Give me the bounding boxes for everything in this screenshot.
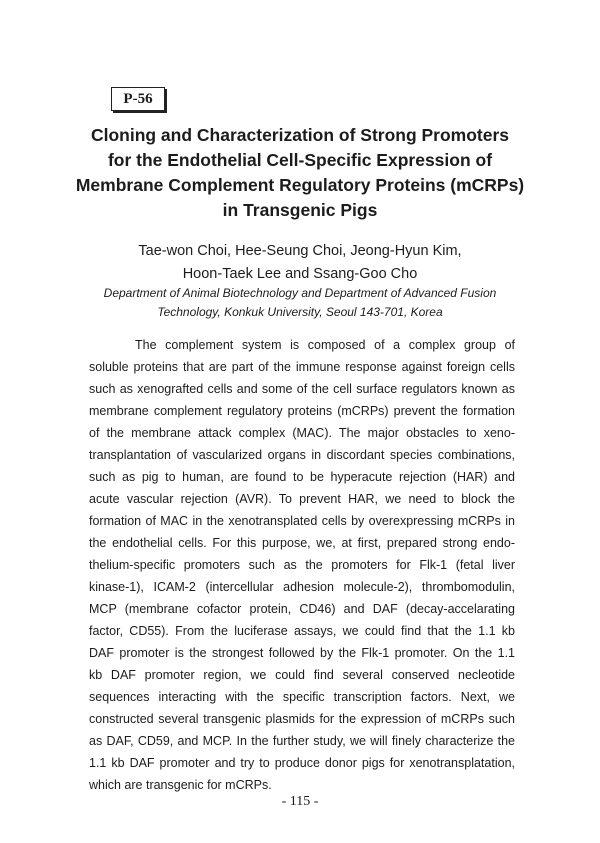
abstract-line: the endothelial cells. For this purpose, we, at first, prepared strong endo- <box>89 536 515 550</box>
abstract-line: kinase-1), ICAM-2 (intercellular adhesion molecule-2), thrombomodulin, <box>89 580 515 594</box>
poster-id-box: P-56 <box>111 87 165 111</box>
abstract-line: The complement system is composed of a complex group of <box>135 338 515 352</box>
abstract-line: soluble proteins that are part of the immune response against foreign cells <box>89 360 515 374</box>
title-line: in Transgenic Pigs <box>222 200 378 220</box>
abstract-line: kb DAF promoter region, we could find several conserved necleotide <box>89 668 515 682</box>
abstract-line: of the membrane attack complex (MAC). The major obstacles to xeno- <box>89 426 515 440</box>
title-line: Membrane Complement Regulatory Proteins (mCRPs) <box>75 175 525 195</box>
abstract-line: sequences interacting with the specific transcription factors. Next, we <box>89 690 515 704</box>
abstract-line: formation of MAC in the xenotransplated cells by overexpressing mCRPs in <box>89 514 515 528</box>
affiliation-line: Technology, Konkuk University, Seoul 143-701, Korea <box>157 305 443 319</box>
abstract-line: such as pig to human, are found to be hyperacute rejection (HAR) and <box>89 470 515 484</box>
abstract-line: acute vascular rejection (AVR). To prevent HAR, we need to block the <box>89 492 515 506</box>
affiliation <box>60 284 540 322</box>
abstract-line: MCP (membrane cofactor protein, CD46) and DAF (decay-accelarating <box>89 602 515 616</box>
abstract-line: constructed several transgenic plasmids for the expression of mCRPs such <box>89 712 515 726</box>
page-number: - 115 - <box>281 794 319 809</box>
abstract-line: as DAF, CD59, and MCP. In the further study, we will finely characterize the <box>89 734 515 748</box>
abstract-line: DAF promoter is the strongest followed by the Flk-1 promoter. On the 1.1 <box>89 646 515 660</box>
affiliation-line: Department of Animal Biotechnology and Department of Advanced Fusion <box>103 286 497 300</box>
title-line: for the Endothelial Cell-Specific Expression of <box>107 150 493 170</box>
author-list <box>60 240 540 286</box>
author-line: Tae-won Choi, Hee-Seung Choi, Jeong-Hyun Kim, <box>138 243 462 259</box>
abstract-line: membrane complement regulatory proteins (mCRPs) prevent the formation <box>89 404 515 418</box>
title-line: Cloning and Characterization of Strong Promoters <box>90 125 510 145</box>
abstract-line: factor, CD55). From the luciferase assays, we could find that the 1.1 kb <box>89 624 515 638</box>
abstract-line: thelium-specific promoters such as the promoters for Flk-1 (fetal liver <box>89 558 515 572</box>
abstract-line: transplantation of vascularized organs in discordant species combinations, <box>89 448 515 462</box>
paper-title <box>60 123 540 223</box>
author-line: Hoon-Taek Lee and Ssang-Goo Cho <box>182 266 418 282</box>
abstract-line: which are transgenic for mCRPs. <box>89 778 272 792</box>
abstract-line: 1.1 kb DAF promoter and try to produce donor pigs for xenotransplatation, <box>89 756 515 770</box>
abstract-body <box>89 334 515 796</box>
abstract-line: such as xenografted cells and some of the cell surface regulators known as <box>89 382 515 396</box>
